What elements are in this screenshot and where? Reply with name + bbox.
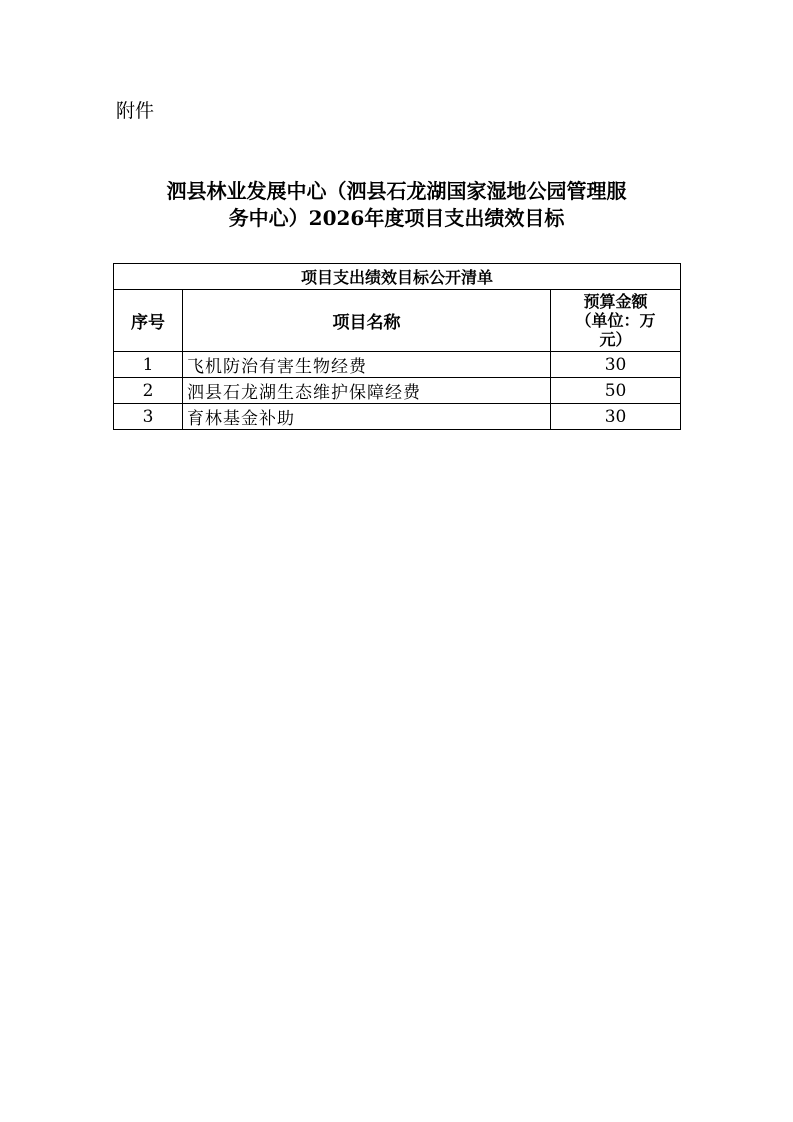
row-amount: 30	[551, 352, 681, 378]
row-name: 飞机防治有害生物经费	[183, 352, 551, 378]
header-amount-line-2: （单位：万	[575, 311, 656, 330]
row-no: 1	[114, 352, 183, 378]
row-no: 3	[114, 404, 183, 430]
table-header-row	[114, 290, 681, 352]
project-table	[113, 263, 681, 430]
row-amount: 30	[551, 404, 681, 430]
row-no: 2	[114, 378, 183, 404]
header-no: 序号	[114, 290, 183, 352]
header-amount	[551, 290, 681, 352]
title-line-2: 务中心）2026年度项目支出绩效目标	[228, 206, 565, 230]
row-name: 育林基金补助	[183, 404, 551, 430]
title-line-1: 泗县林业发展中心（泗县石龙湖国家湿地公园管理服	[166, 179, 627, 203]
table-row	[114, 404, 681, 430]
row-name: 泗县石龙湖生态维护保障经费	[183, 378, 551, 404]
header-name: 项目名称	[183, 290, 551, 352]
attachment-label: 附件	[116, 100, 155, 122]
table-row	[114, 378, 681, 404]
table-row	[114, 352, 681, 378]
header-amount-line-1: 预算金额	[583, 292, 648, 311]
header-amount-line-3: 元）	[599, 330, 632, 349]
row-amount: 50	[551, 378, 681, 404]
document-title	[100, 178, 693, 232]
table-caption: 项目支出绩效目标公开清单	[114, 264, 681, 290]
